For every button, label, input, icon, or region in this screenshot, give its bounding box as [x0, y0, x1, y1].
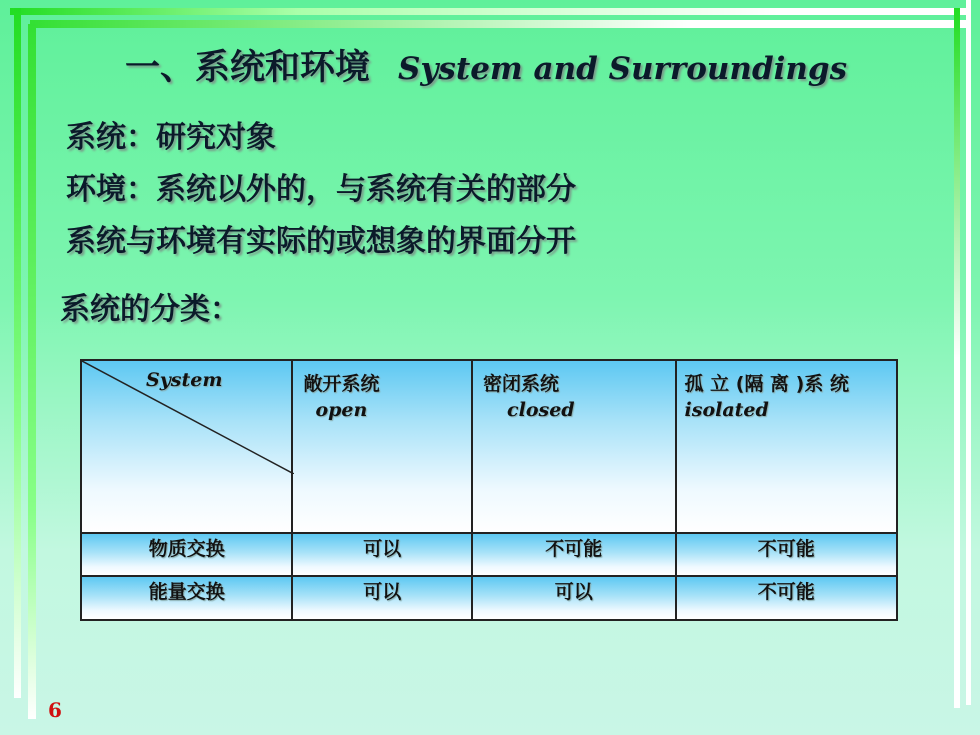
right-decor-bar-outer — [966, 0, 971, 705]
table-cell: 不可能 — [472, 533, 676, 577]
top-decor-bar — [10, 8, 970, 15]
column-header-open — [292, 360, 472, 533]
table-header-row — [81, 360, 897, 533]
corner-label: System — [146, 369, 223, 391]
column-header-cn: 敞开系统 — [303, 373, 380, 395]
column-header-cn: 孤 立 (隔 离 )系 统 — [684, 373, 849, 395]
table-cell: 可以 — [472, 576, 676, 620]
slide-title — [125, 40, 847, 90]
table-row — [81, 576, 897, 620]
row-label-energy: 能量交换 — [81, 576, 292, 620]
definition-boundary: 系统与环境有实际的或想象的界面分开 — [66, 224, 576, 259]
definition-system: 系统：研究对象 — [66, 120, 276, 155]
top-decor-bar-inner — [30, 20, 970, 28]
system-classification-table — [80, 359, 898, 621]
title-chinese: 一、系统和环境 — [125, 48, 371, 88]
classification-heading: 系统的分类： — [60, 292, 240, 327]
column-header-cn: 密闭系统 — [483, 373, 560, 395]
column-header-en: isolated — [684, 399, 769, 421]
right-decor-bar — [954, 8, 960, 708]
table-cell: 不可能 — [676, 533, 897, 577]
table-cell: 可以 — [292, 533, 472, 577]
table-corner-cell — [81, 360, 292, 533]
table-cell: 可以 — [292, 576, 472, 620]
column-header-closed — [472, 360, 676, 533]
page-number: 6 — [48, 698, 62, 722]
left-decor-bar-inner — [28, 24, 36, 719]
title-english: System and Surroundings — [398, 51, 848, 87]
left-decor-bar — [14, 8, 21, 698]
column-header-en: open — [315, 399, 368, 421]
table-cell: 不可能 — [676, 576, 897, 620]
definition-surroundings: 环境：系统以外的，与系统有关的部分 — [66, 172, 576, 207]
column-header-en: closed — [507, 399, 575, 421]
column-header-isolated — [676, 360, 897, 533]
table-row — [81, 533, 897, 577]
row-label-matter: 物质交换 — [81, 533, 292, 577]
